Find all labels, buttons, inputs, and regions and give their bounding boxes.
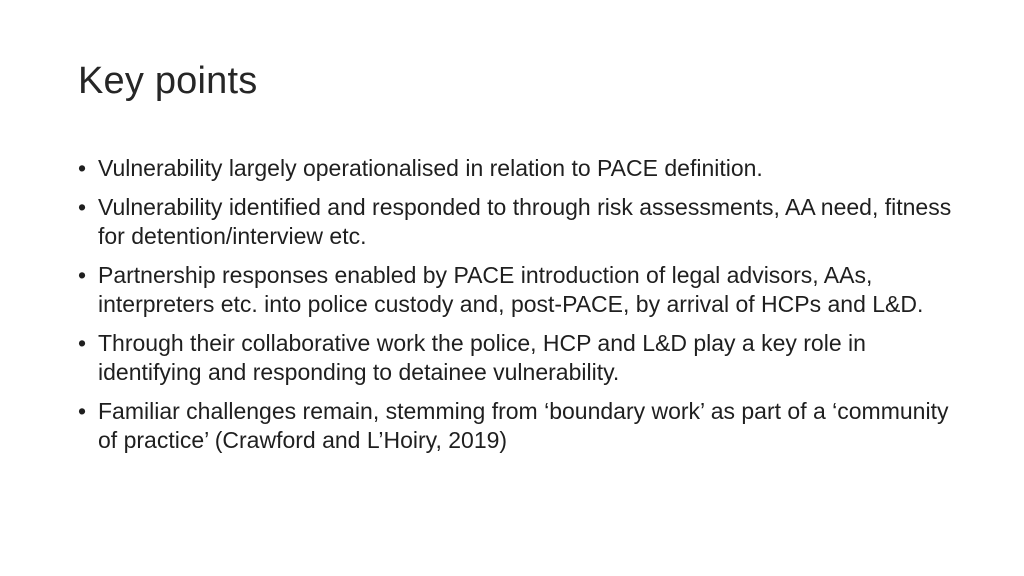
bullet-text: Through their collaborative work the police, HCP and L&D play a key role in identifying and responding to detainee vulnerability. bbox=[98, 330, 866, 385]
bullet-marker: • bbox=[78, 155, 87, 181]
bullet-marker: • bbox=[78, 262, 87, 288]
bullet-item bbox=[78, 193, 958, 251]
bullet-item bbox=[78, 397, 958, 455]
bullet-item bbox=[78, 154, 958, 183]
bullet-marker: • bbox=[78, 194, 87, 220]
bullet-text: Familiar challenges remain, stemming from ‘boundary work’ as part of a ‘community of practice’ (Crawford and L’Hoiry, 2019) bbox=[98, 398, 949, 453]
bullet-text: Vulnerability identified and responded to through risk assessments, AA need, fitness for detention/interview etc. bbox=[98, 194, 952, 249]
bullet-list bbox=[78, 154, 958, 465]
bullet-text: Vulnerability largely operationalised in relation to PACE definition. bbox=[98, 155, 763, 181]
slide-title: Key points bbox=[78, 60, 258, 102]
bullet-text: Partnership responses enabled by PACE introduction of legal advisors, AAs, interpreters etc. into police custody and, post-PACE, by arrival of HCPs and L&D. bbox=[98, 262, 924, 317]
bullet-item bbox=[78, 261, 958, 319]
bullet-marker: • bbox=[78, 330, 87, 356]
bullet-item bbox=[78, 329, 958, 387]
bullet-marker: • bbox=[78, 398, 87, 424]
